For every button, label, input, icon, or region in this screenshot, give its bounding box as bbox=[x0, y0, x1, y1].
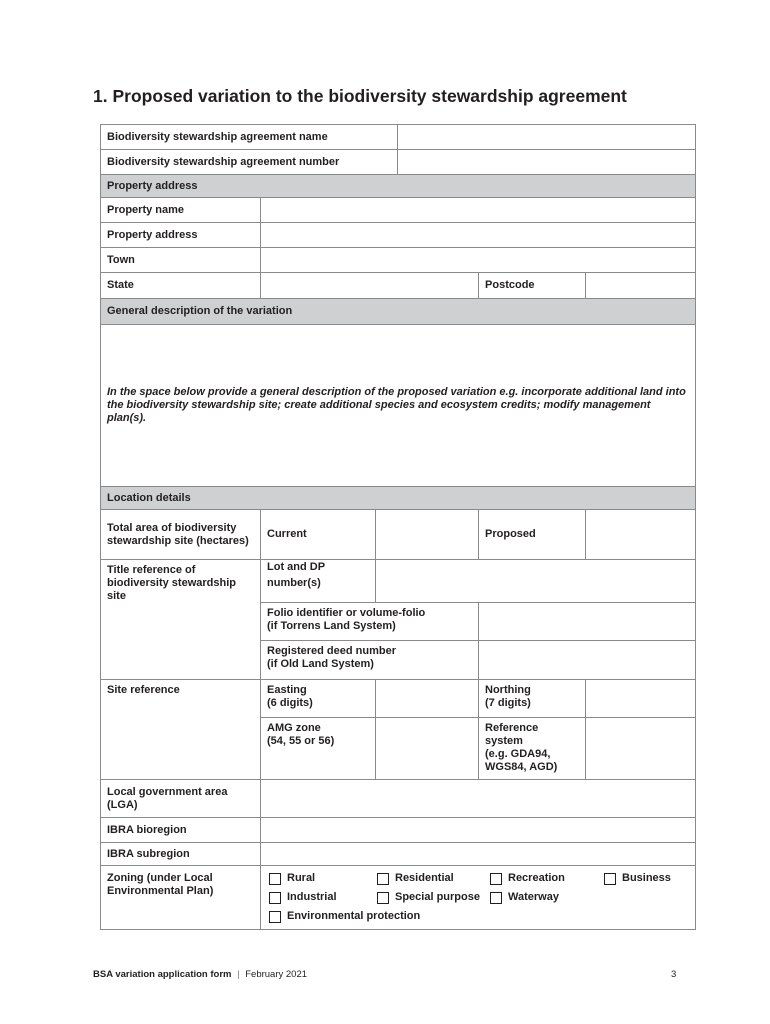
checkbox-icon bbox=[269, 892, 281, 904]
site-reference-label: Site reference bbox=[101, 680, 261, 780]
footer-date: February 2021 bbox=[245, 969, 308, 980]
zoning-special-purpose-checkbox[interactable] bbox=[377, 891, 480, 904]
zoning-waterway-label: Waterway bbox=[508, 891, 559, 903]
property-name-label: Property name bbox=[101, 198, 261, 223]
zoning-waterway-checkbox[interactable] bbox=[490, 891, 559, 904]
amg-zone-label-line2: (54, 55 or 56) bbox=[267, 735, 335, 747]
page-footer bbox=[93, 969, 307, 980]
property-name-field[interactable] bbox=[261, 198, 696, 223]
folio-label-line1: Folio identifier or volume-folio bbox=[267, 607, 426, 619]
checkbox-icon bbox=[269, 873, 281, 885]
lot-dp-label-line1: Lot and DP bbox=[267, 561, 326, 573]
current-area-field[interactable] bbox=[376, 510, 479, 560]
easting-label-line1: Easting bbox=[267, 684, 307, 696]
easting-label-line2: (6 digits) bbox=[267, 697, 313, 709]
checkbox-icon bbox=[490, 892, 502, 904]
reference-system-label-line3: (e.g. GDA94, bbox=[485, 748, 551, 760]
zoning-rural-checkbox[interactable] bbox=[269, 872, 315, 885]
easting-field[interactable] bbox=[376, 680, 479, 718]
zoning-environmental-protection-checkbox[interactable] bbox=[269, 910, 420, 923]
proposed-area-label: Proposed bbox=[479, 510, 586, 560]
zoning-industrial-checkbox[interactable] bbox=[269, 891, 337, 904]
lot-dp-field[interactable] bbox=[376, 560, 696, 603]
deed-field[interactable] bbox=[479, 641, 696, 680]
zoning-special-purpose-label: Special purpose bbox=[395, 891, 480, 903]
variation-section-header: General description of the variation bbox=[101, 299, 696, 325]
folio-label-line2: (if Torrens Land System) bbox=[267, 620, 396, 632]
state-label: State bbox=[101, 273, 261, 299]
town-label: Town bbox=[101, 248, 261, 273]
zoning-residential-label: Residential bbox=[395, 872, 454, 884]
lot-dp-label bbox=[261, 560, 376, 603]
reference-system-field[interactable] bbox=[586, 718, 696, 780]
variation-instructions: In the space below provide a general description of the proposed variation e.g. incorporate additional land into the biodiversity stewardship site; create additional species and ecosystem credits; modify management plan(s). bbox=[107, 386, 686, 424]
zoning-industrial-label: Industrial bbox=[287, 891, 337, 903]
property-address-label: Property address bbox=[101, 223, 261, 248]
deed-label bbox=[261, 641, 479, 680]
northing-label-line2: (7 digits) bbox=[485, 697, 531, 709]
ibra-bioregion-field[interactable] bbox=[261, 818, 696, 843]
postcode-label: Postcode bbox=[479, 273, 586, 299]
reference-system-label bbox=[479, 718, 586, 780]
zoning-environmental-protection-label: Environmental protection bbox=[287, 910, 421, 922]
checkbox-icon bbox=[377, 873, 389, 885]
lot-dp-label-line2: number(s) bbox=[267, 577, 321, 589]
property-address-section-header: Property address bbox=[101, 175, 696, 198]
checkbox-icon bbox=[604, 873, 616, 885]
page-number: 3 bbox=[671, 969, 677, 980]
checkbox-icon bbox=[377, 892, 389, 904]
zoning-recreation-label: Recreation bbox=[508, 872, 565, 884]
amg-zone-label bbox=[261, 718, 376, 780]
current-area-label: Current bbox=[261, 510, 376, 560]
agreement-name-label: Biodiversity stewardship agreement name bbox=[101, 125, 398, 150]
zoning-label: Zoning (under Local Environmental Plan) bbox=[101, 866, 261, 930]
amg-zone-field[interactable] bbox=[376, 718, 479, 780]
town-field[interactable] bbox=[261, 248, 696, 273]
variation-description-field[interactable] bbox=[101, 325, 696, 487]
northing-field[interactable] bbox=[586, 680, 696, 718]
lga-label: Local government area (LGA) bbox=[101, 780, 261, 818]
postcode-field[interactable] bbox=[586, 273, 696, 299]
location-section-header: Location details bbox=[101, 487, 696, 510]
deed-label-line2: (if Old Land System) bbox=[267, 658, 374, 670]
ibra-subregion-field[interactable] bbox=[261, 843, 696, 866]
checkbox-icon bbox=[490, 873, 502, 885]
zoning-business-checkbox[interactable] bbox=[604, 872, 671, 885]
zoning-business-label: Business bbox=[622, 872, 671, 884]
reference-system-label-line4: WGS84, AGD) bbox=[485, 761, 558, 773]
amg-zone-label-line1: AMG zone bbox=[267, 722, 321, 734]
ibra-bioregion-label: IBRA bioregion bbox=[101, 818, 261, 843]
agreement-number-label: Biodiversity stewardship agreement number bbox=[101, 150, 398, 175]
zoning-residential-checkbox[interactable] bbox=[377, 872, 454, 885]
folio-field[interactable] bbox=[479, 603, 696, 641]
northing-label-line1: Northing bbox=[485, 684, 531, 696]
total-area-label: Total area of biodiversity stewardship site (hectares) bbox=[101, 510, 261, 560]
zoning-recreation-checkbox[interactable] bbox=[490, 872, 565, 885]
zoning-rural-label: Rural bbox=[287, 872, 316, 884]
variation-form-table bbox=[100, 124, 696, 930]
section-heading: 1. Proposed variation to the biodiversity stewardship agreement bbox=[93, 86, 627, 106]
folio-label bbox=[261, 603, 479, 641]
state-field[interactable] bbox=[261, 273, 479, 299]
footer-separator: | bbox=[237, 969, 240, 980]
easting-label bbox=[261, 680, 376, 718]
property-address-field[interactable] bbox=[261, 223, 696, 248]
reference-system-label-line1: Reference bbox=[485, 722, 539, 734]
title-reference-label: Title reference of biodiversity stewardship site bbox=[101, 560, 261, 680]
deed-label-line1: Registered deed number bbox=[267, 645, 396, 657]
checkbox-icon bbox=[269, 911, 281, 923]
agreement-name-field[interactable] bbox=[398, 125, 696, 150]
lga-field[interactable] bbox=[261, 780, 696, 818]
agreement-number-field[interactable] bbox=[398, 150, 696, 175]
footer-document-title: BSA variation application form bbox=[93, 969, 232, 980]
northing-label bbox=[479, 680, 586, 718]
ibra-subregion-label: IBRA subregion bbox=[101, 843, 261, 866]
reference-system-label-line2: system bbox=[485, 735, 523, 747]
zoning-options bbox=[261, 866, 696, 930]
proposed-area-field[interactable] bbox=[586, 510, 696, 560]
